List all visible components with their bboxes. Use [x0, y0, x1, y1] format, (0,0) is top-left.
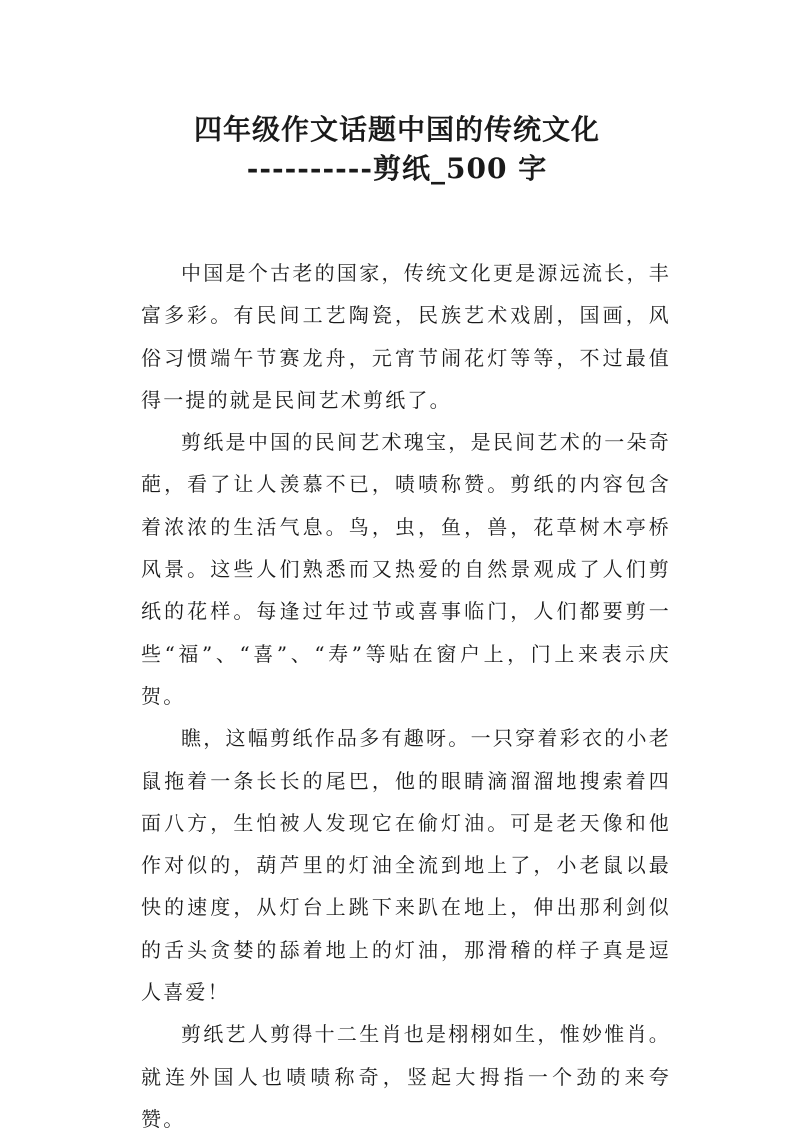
document-title: 四年级作文话题中国的传统文化: [193, 113, 600, 146]
paragraph: 剪纸是中国的民间艺术瑰宝，是民间艺术的一朵奇葩，看了让人羡慕不已，啧啧称赞。剪纸的内容包含着浓浓的生活气息。鸟，虫，鱼，兽，花草树木亭桥风景。这些人们熟悉而又热爱的自然景观成了人们剪纸的花样。每逢过年过节或喜事临门，人们都要剪一些“福”、“喜”、“寿”等贴在窗户上，门上来表示庆贺。: [141, 430, 671, 708]
document-body: [141, 252, 671, 1140]
paragraph: 剪纸艺人剪得十二生肖也是栩栩如生，惟妙惟肖。就连外国人也啧啧称奇，竖起大拇指一个劲的来夸赞。: [141, 1022, 671, 1131]
paragraph: 瞧，这幅剪纸作品多有趣呀。一只穿着彩衣的小老鼠拖着一条长长的尾巴，他的眼睛滴溜溜地搜索着四面八方，生怕被人发现它在偷灯油。可是老天像和他作对似的，葫芦里的灯油全流到地上了，小老鼠以最快的速度，从灯台上跳下来趴在地上，伸出那利剑似的舌头贪婪的舔着地上的灯油，那滑稽的样子真是逗人喜爱！: [141, 726, 671, 1005]
paragraph: 中国是个古老的国家，传统文化更是源远流长，丰富多彩。有民间工艺陶瓷，民族艺术戏剧，国画，风俗习惯端午节赛龙舟，元宵节闹花灯等等，不过最值得一提的就是民间艺术剪纸了。: [141, 261, 671, 412]
document-subtitle: ----------剪纸_500 字: [246, 152, 548, 185]
